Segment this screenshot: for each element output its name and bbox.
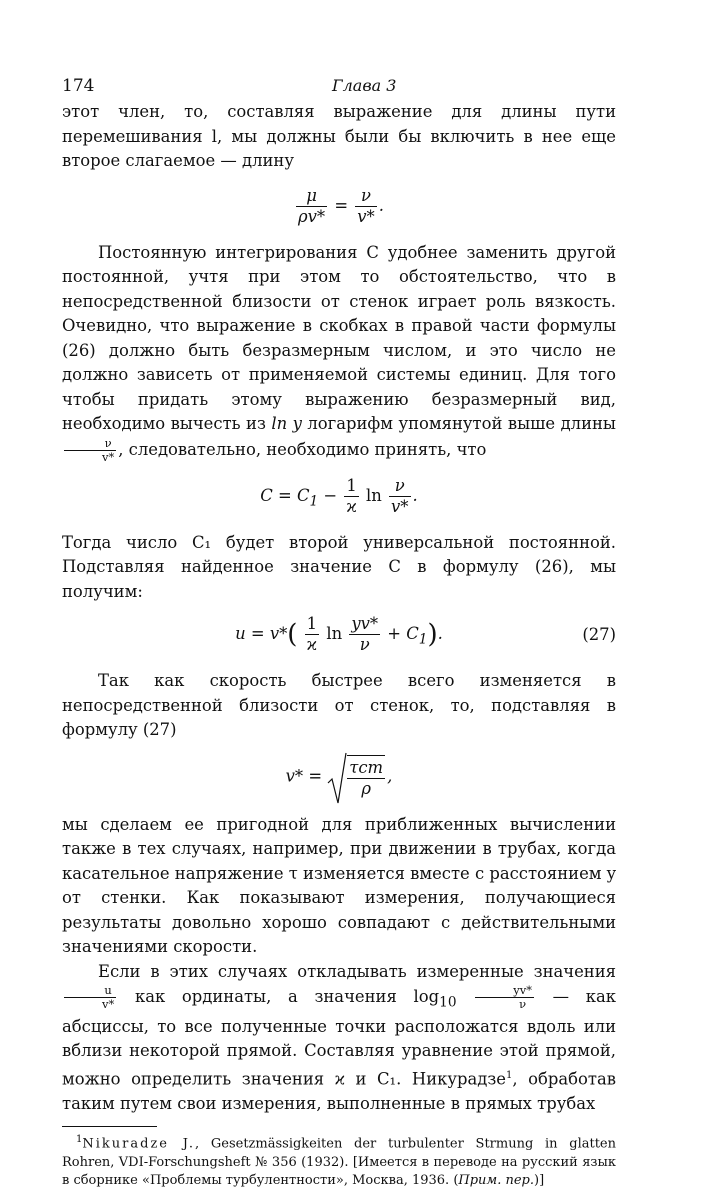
equation-27: u = v*( $\frac{1}{ϰ}$ ln $\frac{yv*}{\nu}$ + $C_1$). (27) [235, 614, 616, 654]
footnote: $^1$Nikuradze J., Gesetzmässigkeiten der turbulenter Strmung in glatten Rohren, VDI-Forschungsheft № 356 (1932). [Имеется в переводе на русский язык в сборнике «Проблемы турбулентности», Москва, 1936. (Прим. пер.)] [62, 1134, 616, 1188]
paragraph-3: Тогда число C₁ будет второй универсальной постоянной. Подставляя найденное значение C в формулу (26), мы получим: [62, 532, 616, 601]
equation-mu: $\frac{\mu}{\rho v*}$ = $\frac{\nu}{v*}$ . [298, 185, 384, 226]
chapter-title: Глава 3 [332, 76, 397, 95]
equation-v-star: v* = $\frac{\text{τст}}{\rho}$ , [62, 755, 616, 799]
sqrt-sign: $\frac{\text{τст}}{\rho}$ [327, 755, 387, 799]
equation-C: $C = C_1$ − $\frac{1}{ϰ}$ ln $\frac{\nu}{v*}$ . [260, 475, 418, 516]
paragraph-2: Постоянную интегрирования C удобнее заменить другой постоянной, учтя при этом то обстоятельство, что в непосредственной близости от стенок играет роль вязкость. Очевидно, что выражение в скобках в правой части формулы (26) должно быть безразмерным числом, и это число не должно зависеть от применяемой системы единиц. Для того чтобы придать этому выражению безразмерный вид, необходимо вычесть из ln y логарифм упомянутой выше длины $\frac{\nu}{v*}$ , следовательно, необходимо принять, что [62, 242, 616, 464]
page-header [62, 74, 616, 100]
footnote-divider [62, 1126, 157, 1127]
paragraph-5: мы сделаем ее пригодной для приближенных вычислении также в тех случаях, например, при движении в трубах, когда касательное напряжение τ изменяется вместе с расстоянием y от стенки. Как показывают измерения, получающиеся результаты довольно хорошо совпадают с действительными значениями скорости. [62, 814, 617, 956]
paragraph-6: Если в этих случаях откладывать измеренные значения $\frac{u}{v*}$ как ординаты, а значения $\log_{10}$ $\frac{yv*}{\nu}$ — как абсциссы, то все полученные точки расположатся вдоль или вблизи некоторой прямой. Составляя уравнение этой прямой, можно определить значения ϰ и C₁. Никурадзе$^1$, обработав таким путем свои измерения, выполненные в прямых трубах [62, 961, 617, 1113]
equation-number: (27) [582, 624, 616, 644]
page-number: 174 [62, 76, 95, 96]
page-content [62, 74, 616, 1190]
paragraph-4: Так как скорость быстрее всего изменяется в непосредственной близости от стенок, то, подставляя в формулу (27) [62, 671, 616, 739]
paragraph-1: этот член, то, составляя выражение для длины пути перемешивания l, мы должны были бы включить в нее еще второе слагаемое — длину [62, 102, 616, 170]
inline-fraction: $\frac{\nu}{v*}$ [64, 437, 116, 464]
